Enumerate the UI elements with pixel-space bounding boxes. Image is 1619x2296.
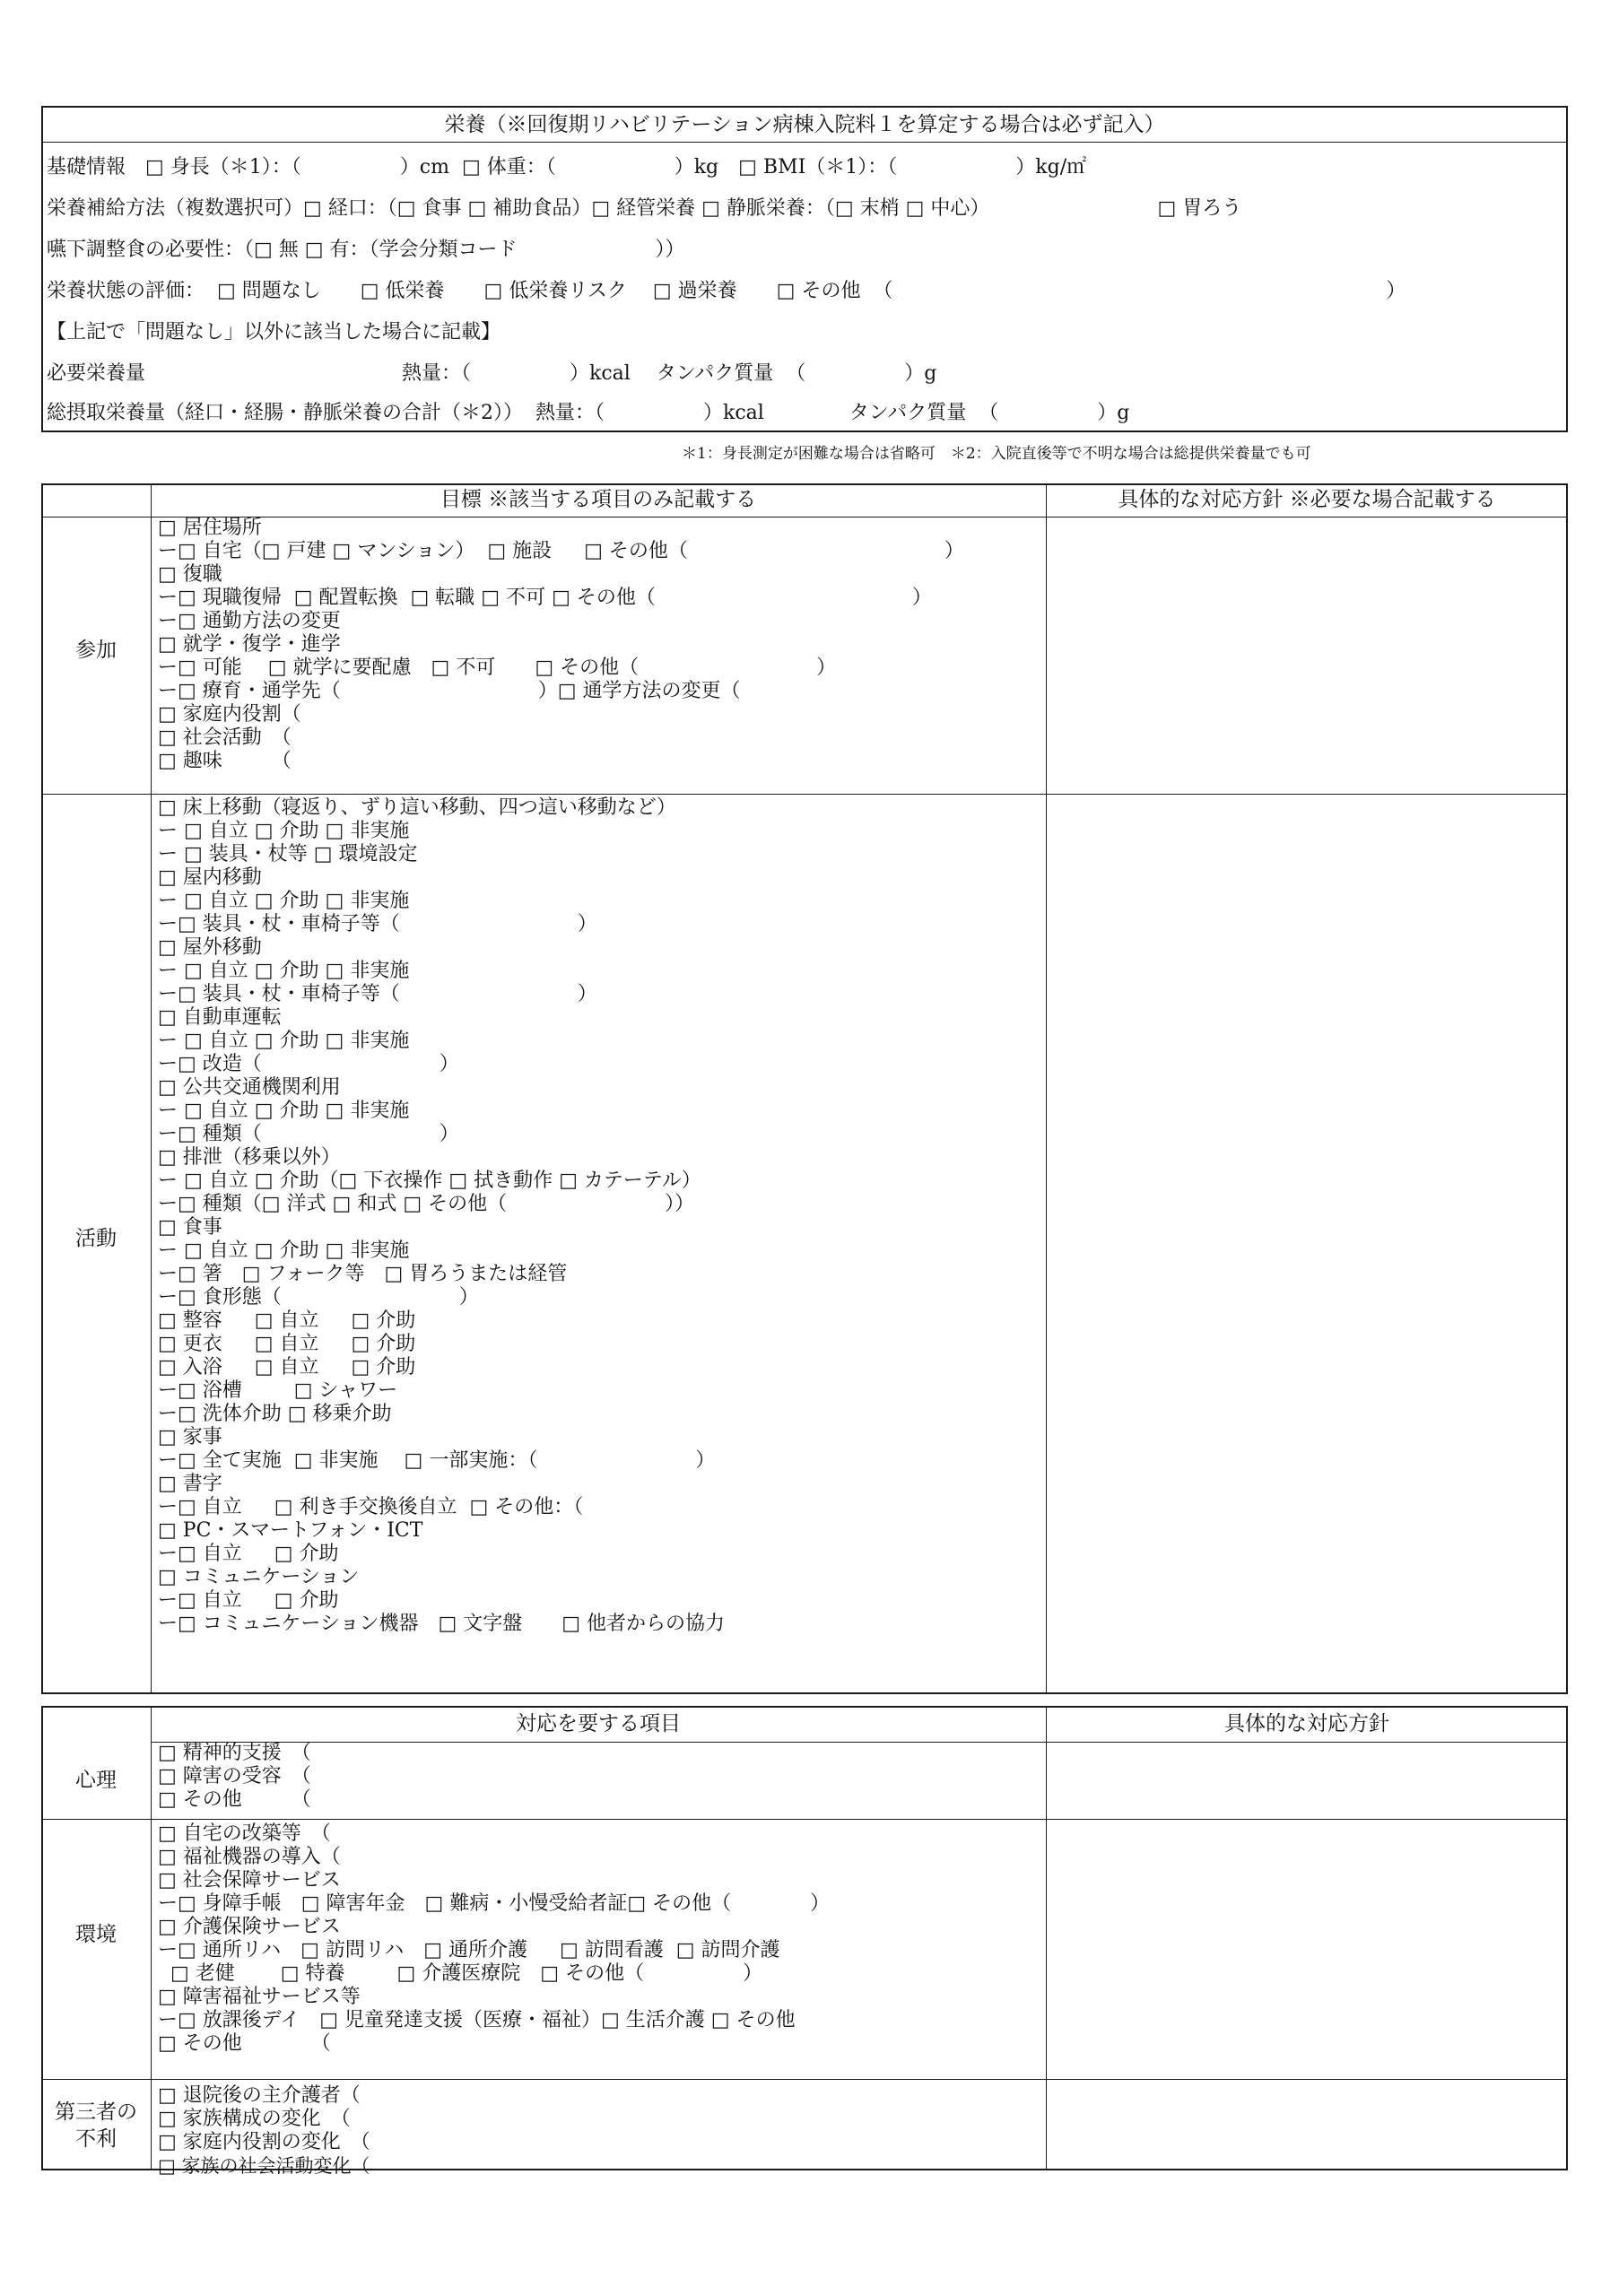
psychology-item[interactable]: □ その他 （ [158, 1788, 311, 1811]
activity-item[interactable]: ー□ 種類（ ） [158, 1123, 459, 1145]
activity-item[interactable]: □ 排泄（移乗以外） [158, 1146, 341, 1169]
third-party-item[interactable]: □ 家族構成の変化 （ [158, 2108, 351, 2130]
environment-item[interactable]: ー□ 放課後デイ □ 児童発達支援（医療・福祉）□ 生活介護 □ その他 [158, 2009, 796, 2031]
activity-item[interactable]: □ 公共交通機関利用 [158, 1076, 341, 1099]
activity-item[interactable]: ー□ 箸 □ フォーク等 □ 胃ろうまたは経管 [158, 1263, 568, 1285]
activity-item[interactable]: ー □ 自立 □ 介助 □ 非実施 [158, 890, 410, 912]
participation-label: 参加 [75, 639, 117, 662]
participation-item[interactable]: □ 趣味 （ [158, 750, 292, 772]
nutrition-status-evaluation[interactable]: 栄養状態の評価： □ 問題なし □ 低栄養 □ 低栄養リスク □ 過栄養 □ その他 （ ） [47, 280, 1406, 302]
activity-item[interactable]: ー□ コミュニケーション機器 □ 文字盤 □ 他者からの協力 [158, 1613, 726, 1635]
nutrition-title-divider [41, 142, 1568, 143]
activity-item[interactable]: ー □ 自立 □ 介助（□ 下衣操作 □ 拭き動作 □ カテーテル） [158, 1170, 701, 1192]
participation-item[interactable]: ー□ 現職復帰 □ 配置転換 □ 転職 □ 不可 □ その他（ ） [158, 587, 932, 609]
environment-item[interactable]: □ 介護保険サービス [158, 1916, 341, 1938]
activity-item[interactable]: ー□ 自立 □ 介助 [158, 1589, 339, 1612]
nutrition-title: 栄養（※回復期リハビリテーション病棟入院料１を算定する場合は必ず記入） [444, 113, 1165, 136]
support-row-divider-2 [41, 2079, 1568, 2080]
activity-item[interactable]: ー□ 浴槽 □ シャワー [158, 1379, 398, 1402]
activity-item[interactable]: ー □ 自立 □ 介助 □ 非実施 [158, 960, 410, 982]
environment-item[interactable]: □ 障害福祉サービス等 [158, 1986, 361, 2008]
activity-item[interactable]: ー□ 自立 □ 介助 [158, 1543, 339, 1565]
psychology-item[interactable]: □ 障害の受容 （ [158, 1765, 311, 1787]
goals-label-divider [151, 483, 152, 1694]
nutrition-footnote: ＊1：身長測定が困難な場合は省略可 ＊2：入院直後等で不明な場合は総提供栄養量でも可 [682, 445, 1311, 463]
environment-label: 環境 [75, 1923, 117, 1946]
third-party-label-line2: 不利 [75, 2127, 117, 2151]
activity-item[interactable]: □ PC・スマートフォン・ICT [158, 1519, 423, 1542]
nutrition-basic-info[interactable]: 基礎情報 □ 身長（＊1）：（ ）cm □ 体重：（ ）kg □ BMI（＊1）：（ ）kg/㎡ [47, 156, 1087, 178]
activity-item[interactable]: □ 屋外移動 [158, 936, 262, 959]
activity-item[interactable]: ー□ 全て実施 □ 非実施 □ 一部実施：（ ） [158, 1449, 716, 1472]
environment-item[interactable]: ー□ 通所リハ □ 訪問リハ □ 通所介護 □ 訪問看護 □ 訪問介護 [158, 1939, 780, 1961]
nutrition-supply-method[interactable]: 栄養補給方法（複数選択可）□ 経口：（□ 食事 □ 補助食品）□ 経管栄養 □ 静脈栄養：（□ 末梢 □ 中心） □ 胃ろう [47, 197, 1242, 220]
activity-item[interactable]: □ 家事 [158, 1426, 222, 1448]
participation-item[interactable]: □ 家庭内役割（ [158, 703, 301, 726]
activity-item[interactable]: □ 書字 [158, 1473, 222, 1495]
activity-item[interactable]: ー □ 装具・杖等 □ 環境設定 [158, 843, 418, 865]
support-header-item: 対応を要する項目 [516, 1712, 681, 1735]
activity-item[interactable]: □ 自動車運転 [158, 1006, 282, 1029]
participation-item[interactable]: □ 復職 [158, 563, 222, 586]
activity-item[interactable]: □ 入浴 □ 自立 □ 介助 [158, 1356, 416, 1378]
activity-item[interactable]: □ 整容 □ 自立 □ 介助 [158, 1309, 416, 1332]
environment-item[interactable]: □ 社会保障サービス [158, 1869, 341, 1892]
activity-item[interactable]: ー □ 自立 □ 介助 □ 非実施 [158, 1030, 410, 1052]
goals-policy-divider [1046, 483, 1047, 1694]
support-label-divider [151, 1706, 152, 2170]
environment-item[interactable]: □ その他 （ [158, 2032, 331, 2055]
activity-item[interactable]: □ 更衣 □ 自立 □ 介助 [158, 1333, 416, 1355]
goals-header-goal: 目標 ※該当する項目のみ記載する [440, 488, 757, 511]
participation-item[interactable]: □ 就学・復学・進学 [158, 633, 341, 656]
goals-header-policy: 具体的な対応方針 ※必要な場合記載する [1118, 488, 1496, 511]
activity-item[interactable]: □ 床上移動（寝返り、ずり這い移動、四つ這い移動など） [158, 796, 676, 819]
activity-item[interactable]: ー□ 自立 □ 利き手交換後自立 □ その他：（ [158, 1496, 584, 1518]
activity-item[interactable]: ー □ 自立 □ 介助 □ 非実施 [158, 1100, 410, 1122]
activity-item[interactable]: ー□ 洗体介助 □ 移乗介助 [158, 1403, 392, 1425]
participation-item[interactable]: ー□ 可能 □ 就学に要配慮 □ 不可 □ その他（ ） [158, 657, 837, 679]
activity-item[interactable]: ー□ 種類（□ 洋式 □ 和式 □ その他（ ）） [158, 1193, 695, 1215]
nutrition-note: 【上記で「問題なし」以外に該当した場合に記載】 [47, 321, 501, 344]
nutrition-total-intake[interactable]: 総摂取栄養量（経口・経腸・静脈栄養の合計（＊2）） 熱量：（ ）kcal タンパク質量 （ ）g [47, 402, 1130, 424]
third-party-item[interactable]: □ 家庭内役割の変化 （ [158, 2131, 370, 2153]
activity-item[interactable]: □ 食事 [158, 1216, 222, 1239]
participation-item[interactable]: ー□ 療育・通学先（ ）□ 通学方法の変更（ [158, 680, 741, 702]
support-header-policy: 具体的な対応方針 [1224, 1712, 1389, 1735]
activity-item[interactable]: ー □ 自立 □ 介助 □ 非実施 [158, 1239, 410, 1262]
psychology-item[interactable]: □ 精神的支援 （ [158, 1742, 311, 1764]
activity-item[interactable]: ー□ 装具・杖・車椅子等（ ） [158, 983, 597, 1005]
nutrition-required-amount[interactable]: 必要栄養量 熱量：（ ）kcal タンパク質量 （ ）g [47, 362, 937, 385]
third-party-item[interactable]: □ 退院後の主介護者（ [158, 2084, 361, 2107]
activity-item[interactable]: □ コミュニケーション [158, 1566, 360, 1588]
third-party-label [41, 2099, 151, 2152]
activity-label: 活動 [75, 1227, 117, 1250]
support-header-divider [151, 1742, 1568, 1743]
participation-item[interactable]: □ 社会活動 （ [158, 726, 292, 749]
support-row-divider-1 [41, 1819, 1568, 1820]
third-party-item[interactable]: □ 家族の社会活動変化（ [158, 2155, 370, 2177]
participation-item[interactable]: ー□ 自宅（□ 戸建 □ マンション） □ 施設 □ その他（ ） [158, 540, 964, 562]
third-party-label-line1: 第三者の [55, 2100, 137, 2124]
goals-row-divider [41, 794, 1568, 795]
nutrition-dysphagia-diet[interactable]: 嚥下調整食の必要性：（□ 無 □ 有：（学会分類コード ）） [47, 239, 685, 261]
activity-item[interactable]: ー □ 自立 □ 介助 □ 非実施 [158, 820, 410, 842]
environment-item[interactable]: □ 自宅の改築等 （ [158, 1822, 331, 1845]
participation-item[interactable]: □ 居住場所 [158, 517, 262, 539]
psychology-label: 心理 [75, 1769, 117, 1792]
support-policy-divider [1046, 1706, 1047, 2170]
environment-item[interactable]: ー□ 身障手帳 □ 障害年金 □ 難病・小慢受給者証□ その他（ ） [158, 1892, 831, 1915]
environment-item[interactable]: □ 老健 □ 特養 □ 介護医療院 □ その他（ ） [158, 1962, 763, 1985]
participation-item[interactable]: ー□ 通勤方法の変更 [158, 610, 341, 632]
activity-item[interactable]: ー□ 食形態（ ） [158, 1286, 479, 1309]
activity-item[interactable]: ー□ 装具・杖・車椅子等（ ） [158, 913, 597, 935]
activity-item[interactable]: ー□ 改造（ ） [158, 1053, 459, 1075]
activity-item[interactable]: □ 屋内移動 [158, 866, 262, 889]
environment-item[interactable]: □ 福祉機器の導入（ [158, 1846, 341, 1868]
